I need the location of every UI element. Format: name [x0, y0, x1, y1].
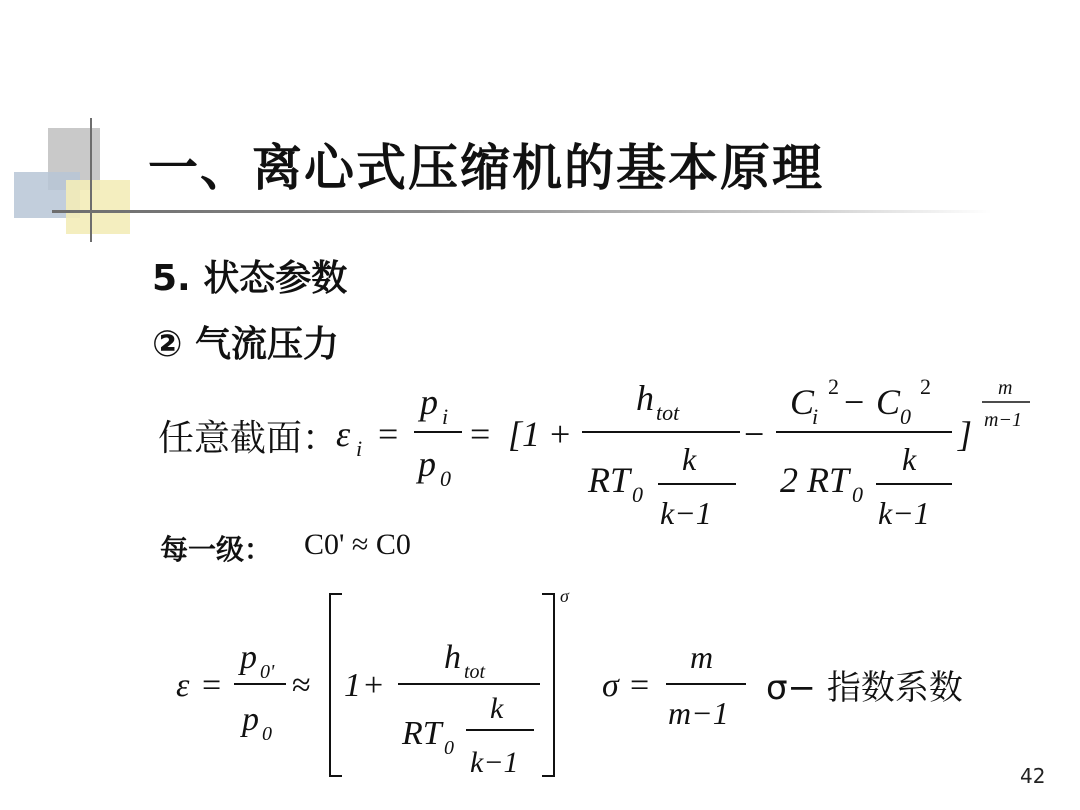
svg-text:=: =	[202, 667, 222, 704]
svg-text:m−1: m−1	[984, 409, 1022, 431]
svg-text:k: k	[682, 441, 697, 477]
svg-text:p: p	[420, 382, 438, 422]
svg-text:=: =	[470, 414, 491, 454]
svg-text:+: +	[364, 667, 384, 704]
svg-text:2: 2	[920, 374, 931, 399]
svg-text:0': 0'	[260, 661, 275, 683]
svg-text:C: C	[876, 382, 901, 422]
svg-text:p: p	[418, 444, 436, 484]
svg-text:k−1: k−1	[878, 495, 930, 531]
svg-text:=: =	[378, 414, 399, 454]
svg-text:2: 2	[828, 374, 839, 399]
svg-text:+: +	[550, 414, 571, 454]
svg-text:0: 0	[632, 482, 643, 507]
svg-text:k: k	[490, 692, 504, 725]
stage-relation: C0' ≈ C0	[304, 528, 411, 561]
svg-text:]: ]	[958, 414, 973, 454]
svg-text:ε: ε	[336, 414, 351, 454]
svg-text:0: 0	[852, 482, 863, 507]
svg-text:i: i	[442, 404, 449, 429]
svg-text:≈: ≈	[292, 667, 311, 704]
svg-text:−: −	[744, 414, 765, 454]
svg-text:k−1: k−1	[470, 746, 519, 779]
stage-label: 每一级：	[160, 533, 273, 566]
svg-text:tot: tot	[656, 400, 680, 425]
svg-text:m: m	[690, 639, 714, 675]
svg-text:RT: RT	[588, 460, 631, 500]
section-heading: 5. 状态参数	[152, 258, 348, 299]
svg-text:0: 0	[444, 737, 454, 759]
svg-text:m−1: m−1	[668, 695, 729, 731]
svg-text:RT: RT	[402, 715, 442, 752]
svg-text:k: k	[902, 441, 917, 477]
svg-text:=: =	[630, 667, 650, 704]
svg-text:k−1: k−1	[660, 495, 712, 531]
svg-text:1: 1	[344, 667, 361, 704]
svg-text:0: 0	[900, 404, 911, 429]
subsection-heading: ② 气流压力	[152, 324, 340, 365]
svg-text:i: i	[812, 404, 819, 429]
svg-text:0: 0	[440, 466, 451, 491]
sigma-description: σ− 指数系数	[766, 668, 963, 708]
svg-text:m: m	[998, 377, 1013, 399]
svg-text:C: C	[790, 382, 815, 422]
svg-text:2 RT: 2 RT	[780, 460, 850, 500]
svg-text:−: −	[844, 382, 865, 422]
svg-text:h: h	[636, 378, 654, 418]
svg-text:σ: σ	[602, 667, 619, 704]
slide-title: 一、离心式压缩机的基本原理	[148, 139, 824, 197]
svg-text:i: i	[356, 436, 363, 461]
svg-text:h: h	[444, 639, 461, 676]
svg-text:0: 0	[262, 723, 272, 745]
formula1	[336, 374, 1030, 531]
formula1-label: 任意截面：	[158, 418, 339, 459]
page-number: 42	[1020, 764, 1046, 788]
svg-text:p: p	[242, 701, 259, 738]
svg-text:[1: [1	[508, 414, 541, 454]
svg-text:p: p	[240, 639, 257, 676]
formula2	[176, 586, 746, 779]
svg-text:σ: σ	[560, 586, 569, 606]
svg-text:tot: tot	[464, 661, 486, 683]
svg-text:ε: ε	[176, 667, 190, 704]
